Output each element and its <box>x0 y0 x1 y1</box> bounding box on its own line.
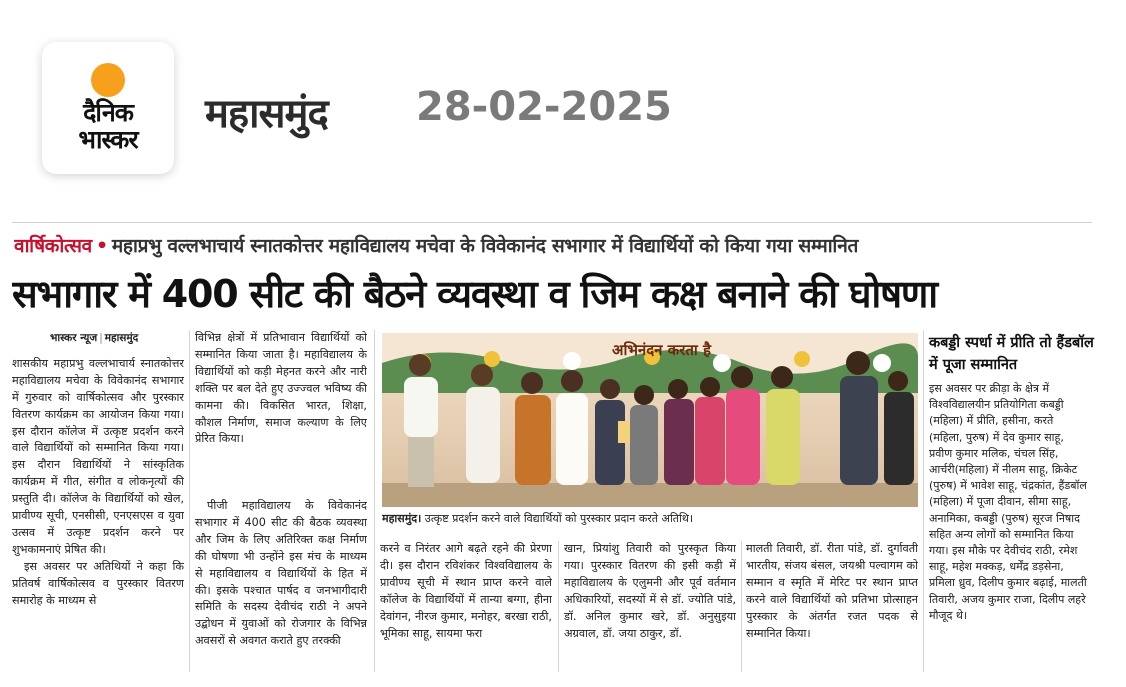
column-divider <box>374 330 375 672</box>
kicker-bullet: • <box>95 235 108 257</box>
article-headline: सभागार में 400 सीट की बैठने व्यवस्था व जिम कक्ष बनाने की घोषणा <box>12 272 937 316</box>
article-column-5: मालती तिवारी, डॉ. रीता पांडे, डॉ. दुर्गावती भारतीय, संजय बंसल, जयश्री पल्वागम को सम्मान व स्मृति में मेरिट पर स्थान प्राप्त करने वाले विद्यार्थियों को प्रतिभा प्रोत्साहन पुरस्कार के अंतर्गत रजत पदक से सम्मानित किया। <box>746 542 918 640</box>
column-1-paragraph-1: शासकीय महाप्रभु वल्लभाचार्य स्नातकोत्तर महाविद्यालय मचेवा के विवेकानंद सभागार में गुरुवार को वार्षिकोत्सव और पुरस्कार वितरण कार्यक्रम का आयोजन किया गया। इस दौरान कॉलेज में उत्कृष्ट प्रदर्शन करने वाले विद्यार्थियों को सम्मानित किया गया। इस दौरान विद्यार्थियों ने सांस्कृतिक कार्यक्रम में गीत, संगीत व लोकनृत्यों की प्रस्तुति दी। कॉलेज के विद्यार्थियों को खेल, प्रावीण्य सूची, एनसीसी, एनएसएस व युवा उत्सव में उत्कृष्ट प्रदर्शन करने पर शुभकामनाएं प्रेषित की। <box>12 356 184 556</box>
byline-place: महासमुंद <box>104 332 139 344</box>
article-column-1 <box>12 330 184 670</box>
column-divider <box>189 330 190 672</box>
dainik-bhaskar-logo <box>42 42 174 174</box>
side-story-body: इस अवसर पर क्रीड़ा के क्षेत्र में विश्वविद्यालयीन प्रतियोगिता कबड्डी (महिला) में प्रीति, हसीना, करते (महिला, पुरुष) में देव कुमार साहू, प्रवीण कुमार मलिक, चंचल सिंह, आर्चरी(महिला) में नीलम साहू, क्रिकेट (पुरुष) में भावेश साहू, चंद्रकांत, हैंडबॉल (महिला) में पूजा दीवान, सीमा साहू, अनामिका, कबड्डी (पुरुष) सूरज निषाद सहित अन्य लोगों को सम्मानित किया गया। इस मौके पर देवीचंद राठी, रमेश साहू, महेश मक्कड़, धर्मेंद्र डड़सेना, प्रमिला ध्रुव, दिलीप कुमार बढ़ाई, मालती तिवारी, अजय कुमार राजा, दिलीप लहरे मौजूद थे। <box>929 382 1087 622</box>
byline-source: भास्कर न्यूज <box>50 332 98 344</box>
caption-place: महासमुंद। <box>382 512 422 525</box>
column-divider <box>558 541 559 672</box>
article-column-4: खान, प्रियांशु तिवारी को पुरस्कृत किया गया। पुरस्कार वितरण की इसी कड़ी में महाविद्यालय के एलुमनी और पूर्व वर्तमान अधिकारियों, सदस्यों में से डॉ. ज्योति पांडे, डॉ. अनिल कुमार खरे, डॉ. अनुसुइया अग्रवाल, डॉ. जया ठाकुर, डॉ. <box>564 542 736 640</box>
article-column-2-part-2: पीजी महाविद्यालय के विवेकानंद सभागार में 400 सीट की बैठक व्यवस्था और जिम के लिए अतिरिक्त कक्ष निर्माण की घोषणा भी उन्होंने इस मंच के माध्यम से महाविद्यालय व विद्यार्थियों के हित में की। इसके पश्चात पार्षद व जनभागीदारी समिति के सदस्य देवीचंद राठी ने अपने उद्बोधन में युवाओं को रोजगार के विभिन्न अवसरों से अवगत कराते हुए तरक्की <box>195 499 367 648</box>
column-divider <box>741 541 742 672</box>
column-divider <box>923 330 924 672</box>
article-kicker <box>14 232 1104 258</box>
side-story-headline: कबड्डी स्पर्धा में प्रीति तो हैंडबॉल में पूजा सम्मानित <box>929 335 1094 373</box>
edition-name: महासमुंद <box>205 91 328 137</box>
byline <box>12 330 184 347</box>
edition-date: 28-02-2025 <box>416 84 672 130</box>
article-column-3: करने व निरंतर आगे बढ़ते रहने की प्रेरणा दी। इस दौरान रविशंकर विश्वविद्यालय के प्रावीण्य सूची में स्थान प्राप्त करने वाले कॉलेज के विद्यार्थियों में तान्या बग्गा, हीना देवांगन, नीरज कुमार, मनोहर, बरखा राठी, भूमिका साहू, सायमा फरा <box>380 542 552 640</box>
kicker-tag: वार्षिकोत्सव <box>14 235 92 257</box>
logo-text: दैनिक भास्कर <box>78 98 138 154</box>
column-1-paragraph-2: इस अवसर पर अतिथियों ने कहा कि प्रतिवर्ष वार्षिकोत्सव व पुरस्कार वितरण समारोह के माध्यम से <box>12 559 184 607</box>
article-column-2-part-1: विभिन्न क्षेत्रों में प्रतिभावान विद्यार्थियों को सम्मानित किया जाता है। महाविद्यालय के विद्यार्थियों को कड़ी मेहनत करने और नारी शक्ति पर बल देते हुए उज्ज्वल भविष्य की कामना की। विकसित भारत, शिक्षा, कौशल निर्माण, समाज कल्याण के लिए प्रेरित किया। <box>195 331 367 446</box>
photo-caption <box>382 511 918 527</box>
byline-separator: | <box>99 332 103 344</box>
ceremony-illustration <box>382 333 918 507</box>
caption-text: उत्कृष्ट प्रदर्शन करने वाले विद्यार्थियों को पुरस्कार प्रदान करते अतिथि। <box>424 512 694 525</box>
sun-icon <box>91 63 125 97</box>
kicker-text: महाप्रभु वल्लभाचार्य स्नातकोत्तर महाविद्यालय मचेवा के विवेकानंद सभागार में विद्यार्थियों को किया गया सम्मानित <box>111 235 859 257</box>
award-ceremony-photo <box>382 333 918 507</box>
top-divider <box>12 222 1092 223</box>
banner-text: अभिनंदन करता है <box>612 341 712 359</box>
